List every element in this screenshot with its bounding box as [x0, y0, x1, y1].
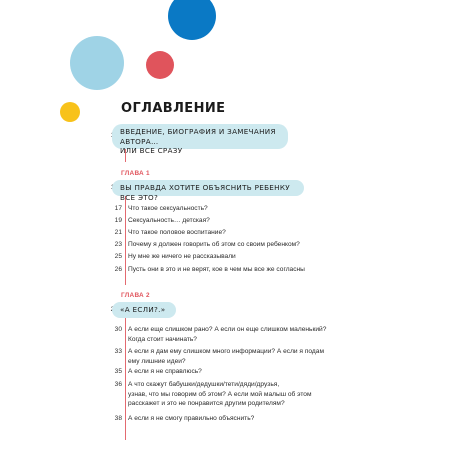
chapter-heading[interactable]: «А ЕСЛИ?.»: [112, 302, 176, 318]
toc-item[interactable]: [128, 380, 363, 409]
toc-item[interactable]: Почему я должен говорить об этом со своим ребенком?: [128, 241, 300, 248]
decor-circle-light-blue: [70, 36, 124, 90]
toc-item-line: узнав, что мы говорим об этом? А если мой малыш об этом: [128, 390, 312, 398]
toc-item[interactable]: Что такое половое воспитание?: [128, 229, 226, 236]
item-page-number: 36: [114, 381, 122, 388]
toc-item[interactable]: Что такое сексуальность?: [128, 205, 208, 212]
item-page-number: 30: [114, 326, 122, 333]
item-page-number: 17: [114, 205, 122, 212]
toc-item-line: А если я не смогу правильно объяснить?: [128, 415, 255, 422]
chapter-heading[interactable]: ВЫ ПРАВДА ХОТИТЕ ОБЪЯСНИТЬ РЕБЕНКУ ВСЕ ЭТО?: [112, 180, 304, 196]
toc-item-line: А если я дам ему слишком много информации? А если я подам: [128, 348, 324, 355]
toc-item-line: расскажет и это не понравится другим родителям?: [128, 400, 285, 408]
toc-item[interactable]: Сексуальность… детская?: [128, 217, 210, 224]
divider-line: [125, 318, 126, 440]
intro-heading[interactable]: [112, 124, 288, 155]
intro-heading-line: ИЛИ ВСЕ СРАЗУ: [120, 146, 183, 155]
toc-item-line: ему лишние идеи?: [128, 357, 186, 365]
toc-item[interactable]: Пусть они в это и не верят, кое в чем мы все же согласны: [128, 266, 305, 273]
item-page-number: 19: [114, 217, 122, 224]
toc-item[interactable]: Ну мне же ничего не рассказывали: [128, 253, 236, 260]
toc-item-line: А если я не справлюсь?: [128, 368, 202, 375]
toc-item[interactable]: [128, 367, 363, 377]
toc-item-line: А если еще слишком рано? А если он еще слишком маленький?: [128, 326, 327, 333]
intro-heading-line: ВВЕДЕНИЕ, БИОГРАФИЯ И ЗАМЕЧАНИЯ АВТОРА…: [120, 127, 276, 146]
decor-circle-yellow: [60, 102, 80, 122]
item-page-number: 38: [114, 415, 122, 422]
divider-line: [125, 195, 126, 285]
toc-item-line: А что скажут бабушки/дедушки/тети/дяди/друзья,: [128, 381, 280, 388]
decor-circle-red: [146, 51, 174, 79]
decor-circle-blue: [168, 0, 216, 40]
item-page-number: 23: [114, 241, 122, 248]
item-page-number: 21: [114, 229, 122, 236]
toc-item-line: Когда стоит начинать?: [128, 335, 197, 343]
item-page-number: 33: [114, 348, 122, 355]
chapter-label: ГЛАВА 2: [121, 292, 150, 299]
chapter-label: ГЛАВА 1: [121, 170, 150, 177]
toc-item[interactable]: [128, 325, 363, 344]
toc-item[interactable]: [128, 347, 363, 366]
item-page-number: 26: [114, 266, 122, 273]
page-title: ОГЛАВЛЕНИЕ: [121, 101, 226, 116]
item-page-number: 35: [114, 368, 122, 375]
item-page-number: 25: [114, 253, 122, 260]
toc-item[interactable]: [128, 414, 363, 424]
